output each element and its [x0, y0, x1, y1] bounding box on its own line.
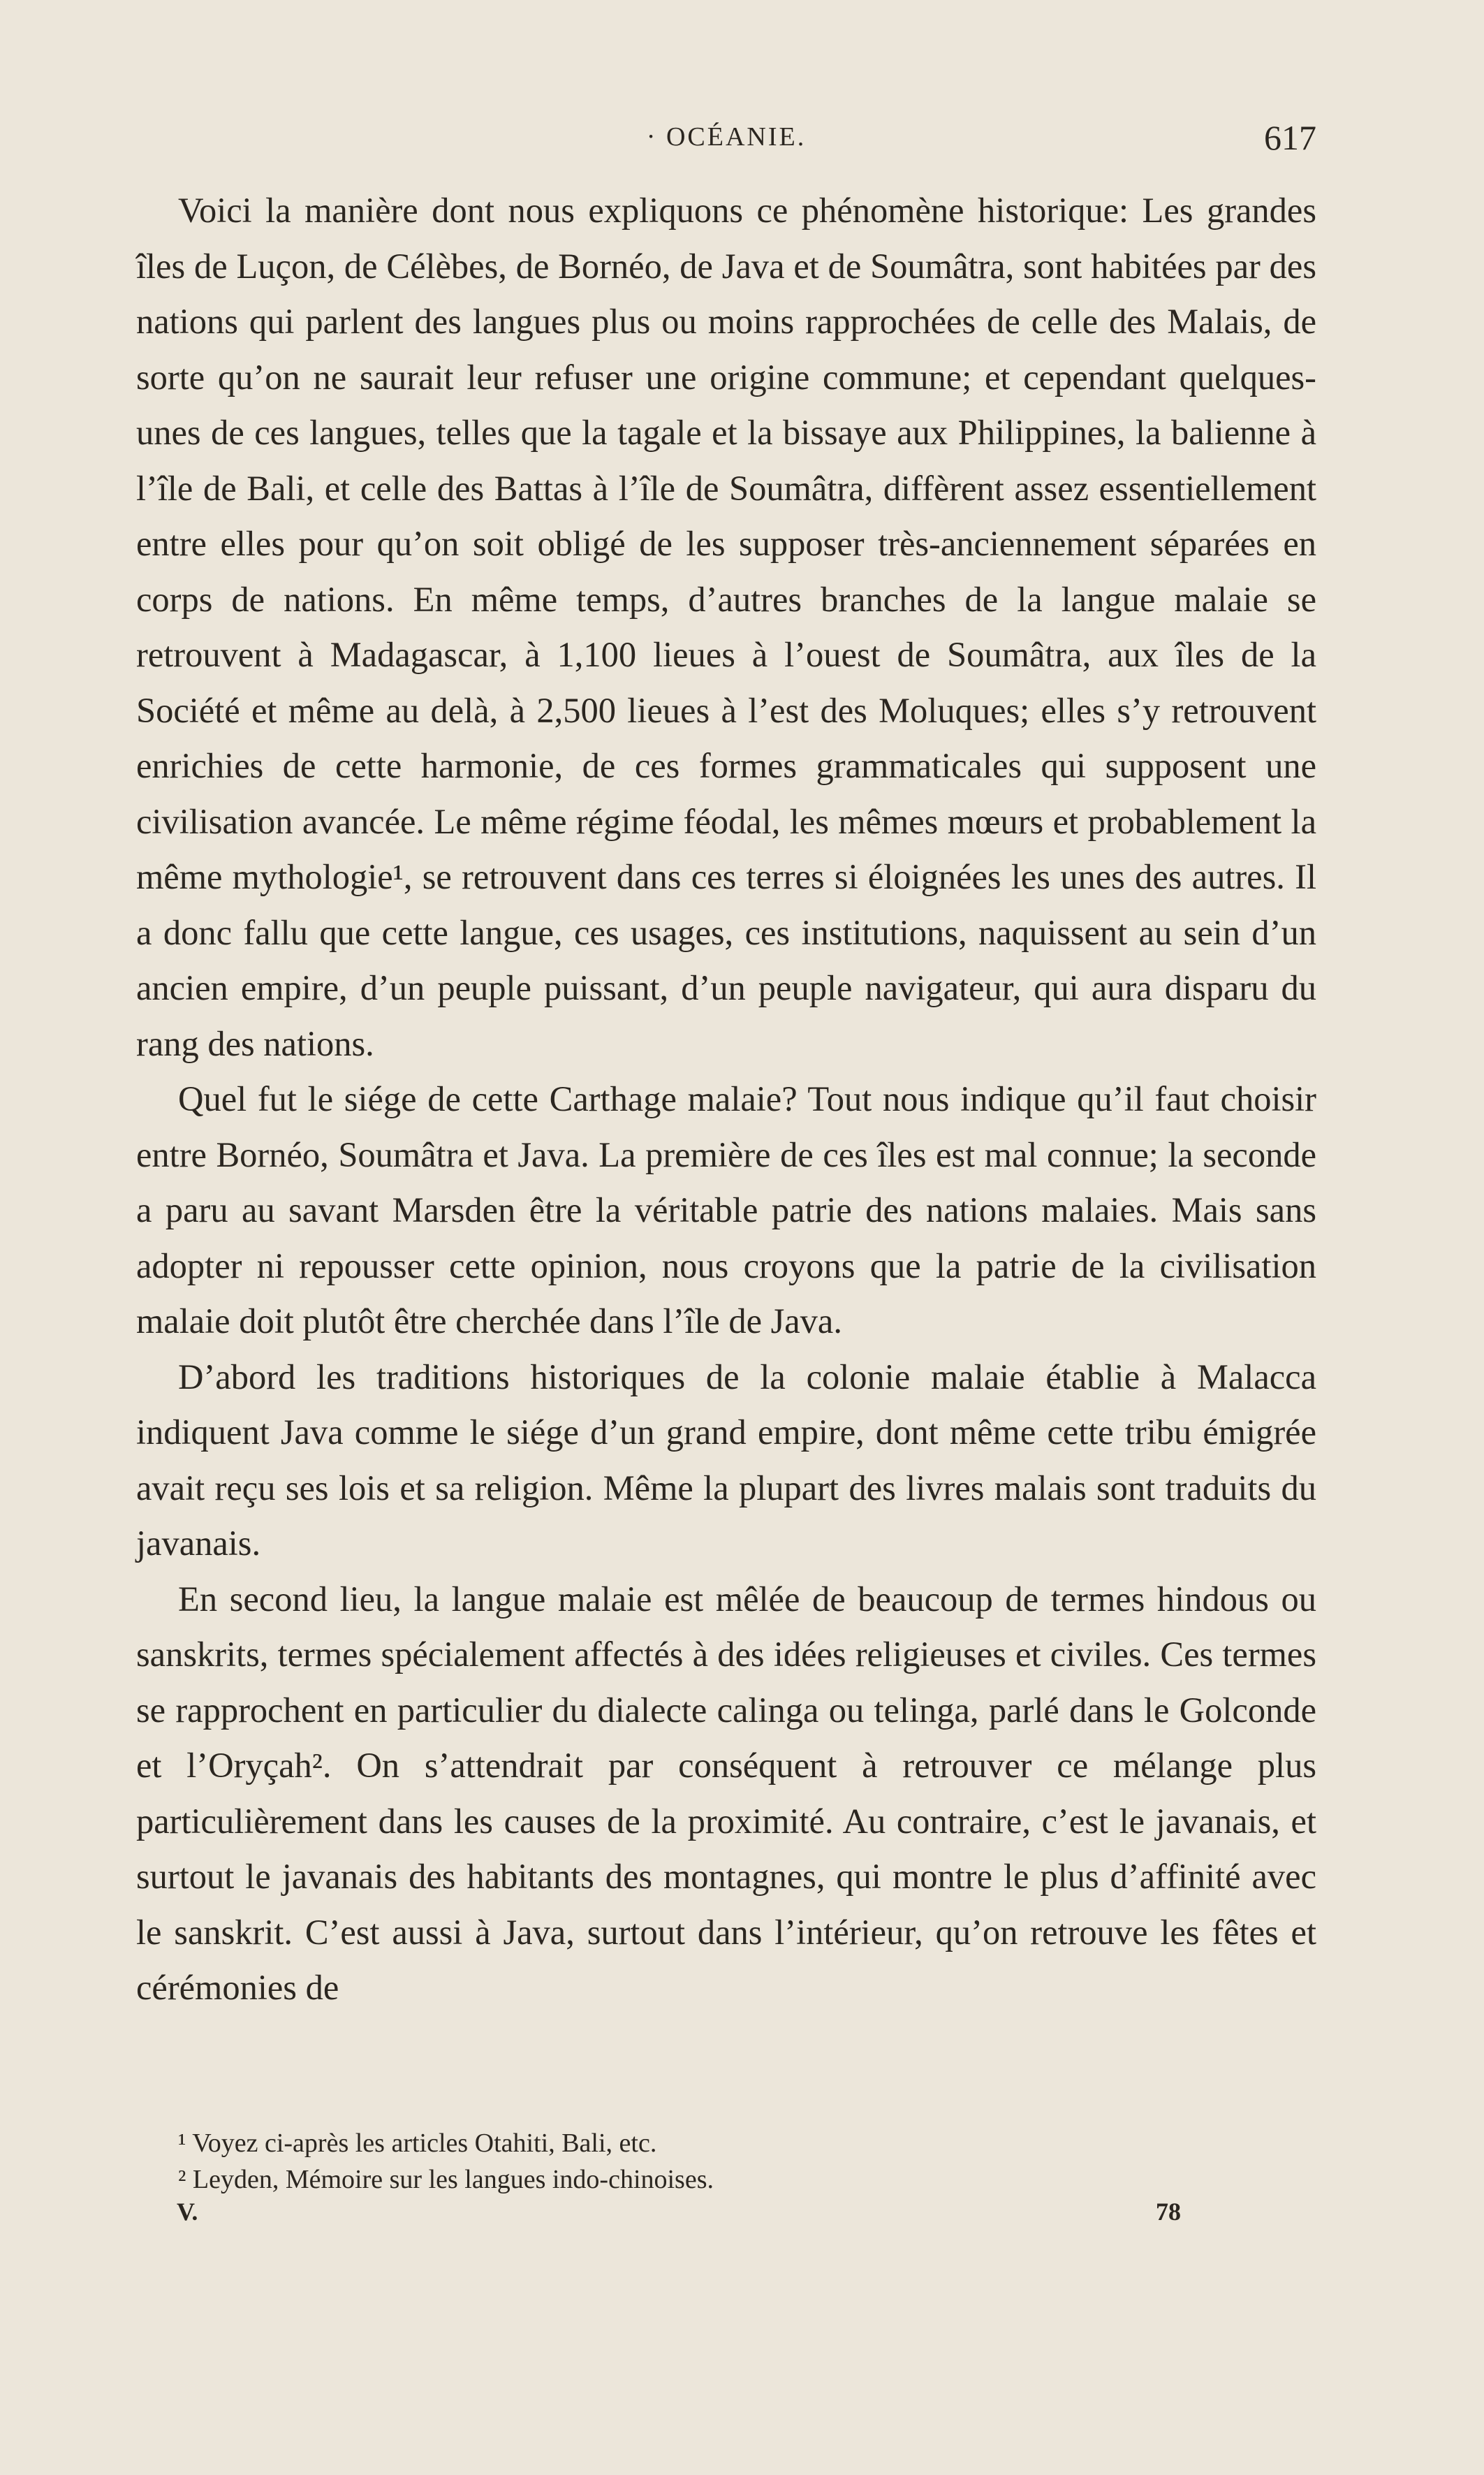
running-title: · OCÉANIE.: [646, 122, 807, 152]
paragraph: Voici la manière dont nous expliquons ce phénomène historique: Les grandes îles de Luçon, de Célèbes, de Bornéo, de Java et de Soumâtra, sont habitées par des nations qui parlent des langues plus ou moins rapprochées de celle des Malais, de sorte qu’on ne saurait leur refuser une origine commune; et cependant quelques-unes de ces langues, telles que la tagale et la bissaye aux Philippines, la balienne à l’île de Bali, et celle des Battas à l’île de Soumâtra, diffèrent assez essentiellement entre elles pour qu’on soit obligé de les supposer très-anciennement séparées en corps de nations. En même temps, d’autres branches de la langue malaie se retrouvent à Madagascar, à 1,100 lieues à l’ouest de Soumâtra, aux îles de la Société et même au delà, à 2,500 lieues à l’est des Moluques; elles s’y retrouvent enrichies de cette harmonie, de ces formes grammaticales qui supposent une civilisation avancée. Le même régime féodal, les mêmes mœurs et probablement la même mythologie¹, se retrouvent dans ces terres si éloignées les unes des autres. Il a donc fallu que cette langue, ces usages, ces institutions, naquissent au sein d’un ancien empire, d’un peuple puissant, d’un peuple navigateur, qui aura disparu du rang des nations.: [136, 191, 1316, 1063]
signature-line: [136, 2197, 1316, 2239]
footnote: ² Leyden, Mémoire sur les langues indo-chinoises.: [178, 2165, 714, 2194]
volume-mark: V.: [177, 2198, 198, 2226]
main-text: [136, 183, 1316, 2016]
page-header: [136, 117, 1316, 159]
paragraph: En second lieu, la langue malaie est mêlée de beaucoup de termes hindous ou sanskrits, termes spécialement affectés à des idées religieuses et civiles. Ces termes se rapprochent en particulier du dialecte calinga ou telinga, parlé dans le Golconde et l’Oryçah². On s’attendrait par conséquent à retrouver ce mélange plus particulièrement dans les causes de la proximité. Au contraire, c’est le javanais, et surtout le javanais des habitants des montagnes, qui montre le plus d’affinité avec le sanskrit. C’est aussi à Java, surtout dans l’intérieur, qu’on retrouve les fêtes et cérémonies de: [136, 1579, 1316, 2007]
footnote: ¹ Voyez ci-après les articles Otahiti, Bali, etc.: [178, 2129, 657, 2158]
page-number: 617: [1264, 118, 1316, 157]
footnotes: [136, 2125, 1316, 2198]
sheet-mark: 78: [1156, 2198, 1181, 2226]
paragraph: D’abord les traditions historiques de la colonie malaie établie à Malacca indiquent Java comme le siége d’un grand empire, dont même cette tribu émigrée avait reçu ses lois et sa religion. Même la plupart des livres malais sont traduits du javanais.: [136, 1357, 1316, 1563]
paragraph: Quel fut le siége de cette Carthage malaie? Tout nous indique qu’il faut choisir entre Bornéo, Soumâtra et Java. La première de ces îles est mal connue; la seconde a paru au savant Marsden être la véritable patrie des nations malaies. Mais sans adopter ni repousser cette opinion, nous croyons que la patrie de la civilisation malaie doit plutôt être cherchée dans l’île de Java.: [136, 1079, 1316, 1341]
